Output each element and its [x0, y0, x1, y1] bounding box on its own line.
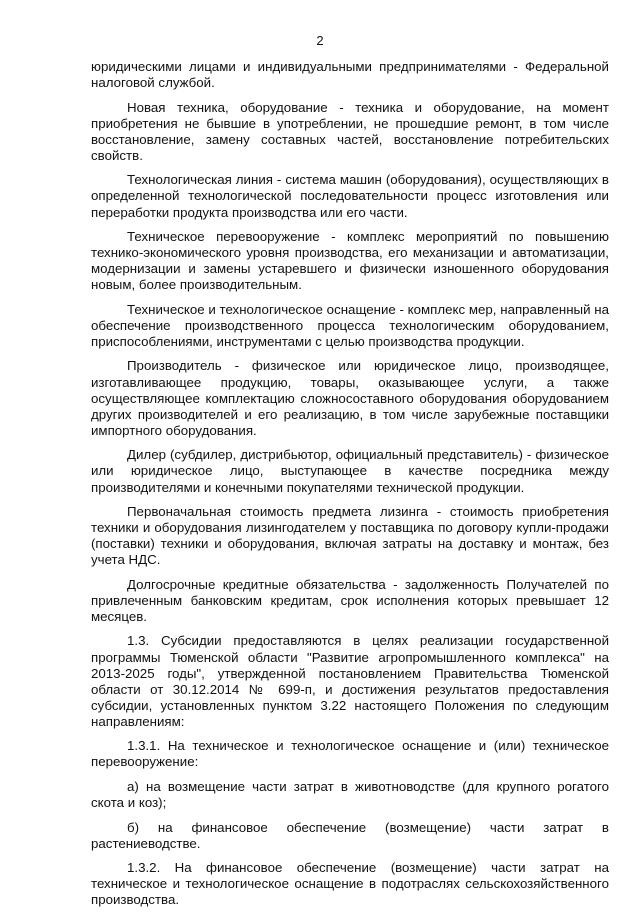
paragraph-section-1-3: 1.3. Субсидии предоставляются в целях реализации государственной программы Тюменской области "Развитие агропромышленного комплекса" на 2013-2025 годы", утвержденной постановлением Правительства Тюменской области от 30.12.2014 № 699-п, и достижения результатов предоставления субсидии, установленных пунктом 3.22 настоящего Положения по следующим направлениям:: [91, 633, 609, 729]
paragraph-long-term-credit-definition: Долгосрочные кредитные обязательства - задолженность Получателей по привлеченным банковским кредитам, срок исполнения которых превышает 12 месяцев.: [91, 576, 609, 624]
paragraph-section-1-3-1: 1.3.1. На техническое и технологическое оснащение и (или) техническое перевооружение:: [91, 738, 609, 770]
paragraph-manufacturer-definition: Производитель - физическое или юридическое лицо, производящее, изготавливающее продукцию, товары, оказывающее услуги, а также осуществляющее комплектацию сложносоставного оборудования оборудованием других производителей и его реализацию, в том числе зарубежные поставщики импортного оборудования.: [91, 358, 609, 438]
paragraph-leasing-cost-definition: Первоначальная стоимость предмета лизинга - стоимость приобретения техники и оборудования лизингодателем у поставщика по договору купли-продажи (поставки) техники и оборудования, включая затраты на доставку и монтаж, без учета НДС.: [91, 503, 609, 568]
paragraph-new-equipment-definition: Новая техника, оборудование - техника и оборудование, на момент приобретения не бывшие в употреблении, не прошедшие ремонт, в том числе восстановление, замену составных частей, восстановление потребительских свойств.: [91, 99, 609, 163]
paragraph-dealer-definition: Дилер (субдилер, дистрибьютор, официальный представитель) - физическое или юридическое лицо, выступающее в качестве посредника между производителями и конечными покупателями технической продукции.: [91, 447, 609, 495]
document-body: [91, 59, 609, 917]
page-number: 2: [316, 33, 324, 48]
paragraph-technical-equipping-definition: Техническое и технологическое оснащение - комплекс мер, направленный на обеспечение производственного процесса технологическим оборудованием, приспособлениями, инструментами с целью производства продукции.: [91, 301, 609, 349]
paragraph-continuation: юридическими лицами и индивидуальными предпринимателями - Федеральной налоговой службой.: [91, 59, 609, 91]
paragraph-section-1-3-2: 1.3.2. На финансовое обеспечение (возмещение) части затрат на техническое и технологическое оснащение в подотраслях сельскохозяйственного производства.: [91, 860, 609, 908]
paragraph-technical-reequipment-definition: Техническое перевооружение - комплекс мероприятий по повышению технико-экономического уровня производства, его механизации и автоматизации, модернизации и замены устаревшего и физически изношенного оборудования новым, более производительным.: [91, 229, 609, 293]
paragraph-technological-line-definition: Технологическая линия - система машин (оборудования), осуществляющих в определенной технологической последовательности процесс изготовления или переработки продукта производства или его части.: [91, 172, 609, 220]
paragraph-item-b: б) на финансовое обеспечение (возмещение) части затрат в растениеводстве.: [91, 819, 609, 851]
paragraph-item-a: а) на возмещение части затрат в животноводстве (для крупного рогатого скота и коз);: [91, 778, 609, 811]
